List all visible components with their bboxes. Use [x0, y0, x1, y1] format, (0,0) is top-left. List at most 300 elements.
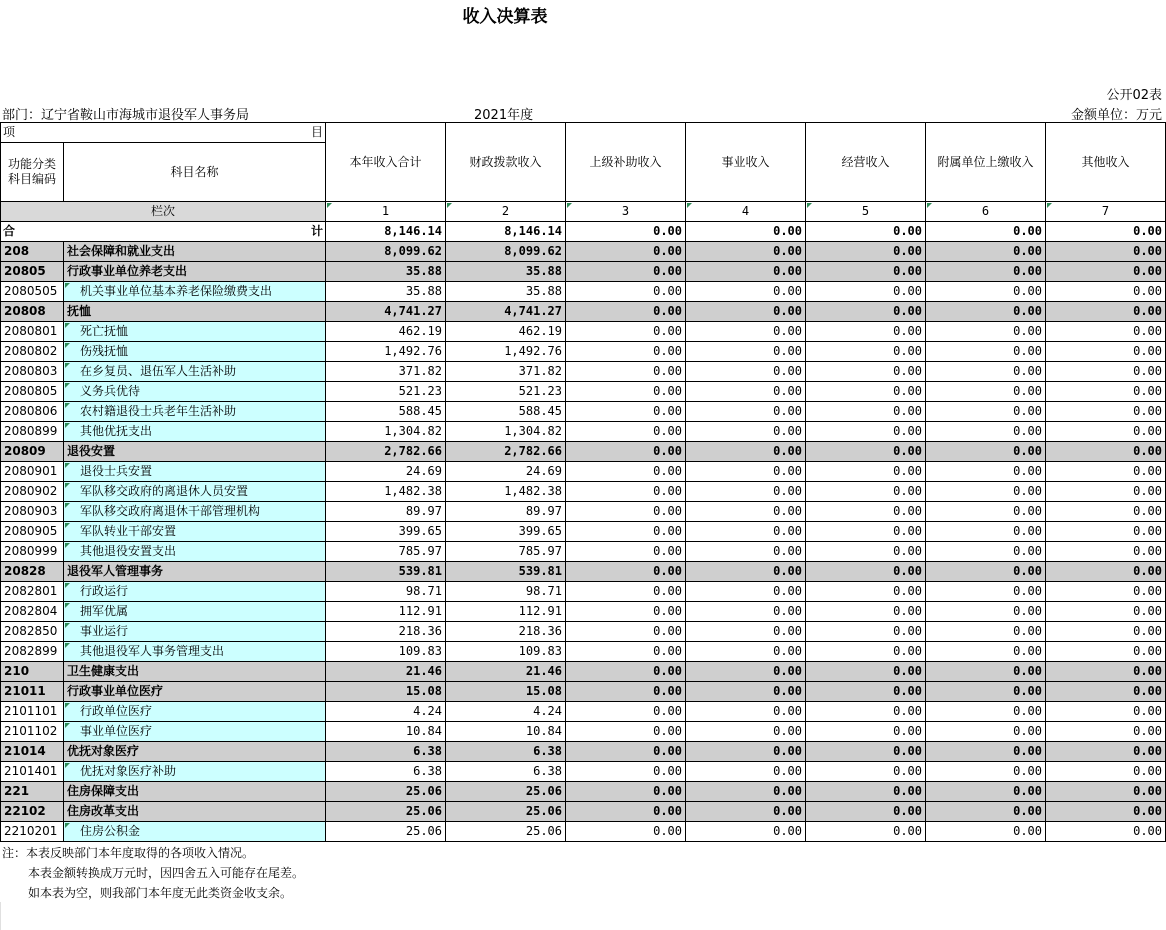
row-name: 行政单位医疗	[64, 702, 326, 722]
row-code: 2101102	[1, 722, 64, 742]
table-row	[1, 802, 1166, 822]
row-value: 0.00	[566, 622, 686, 642]
row-value: 0.00	[806, 622, 926, 642]
row-value: 0.00	[806, 682, 926, 702]
row-value: 0.00	[806, 442, 926, 462]
row-value: 0.00	[926, 762, 1046, 782]
row-code: 2080805	[1, 382, 64, 402]
col-header-3: 上级补助收入	[566, 123, 686, 202]
row-value: 6.38	[326, 742, 446, 762]
table-row	[1, 702, 1166, 722]
row-value: 35.88	[446, 282, 566, 302]
table-row	[1, 542, 1166, 562]
row-code: 221	[1, 782, 64, 802]
row-value: 0.00	[806, 402, 926, 422]
column-number-row	[1, 202, 1166, 222]
row-value: 89.97	[446, 502, 566, 522]
row-value: 399.65	[326, 522, 446, 542]
row-value: 35.88	[446, 262, 566, 282]
row-value: 0.00	[1046, 742, 1166, 762]
note-line: 注：本表反映部门本年度取得的各项收入情况。	[2, 846, 255, 860]
row-value: 0.00	[686, 262, 806, 282]
sheet-gridlines	[0, 902, 1166, 930]
row-value: 0.00	[686, 522, 806, 542]
row-name: 义务兵优待	[64, 382, 326, 402]
header-xiang-mu	[1, 123, 326, 143]
row-code: 2101401	[1, 762, 64, 782]
row-value: 0.00	[926, 562, 1046, 582]
row-value: 89.97	[326, 502, 446, 522]
row-value: 0.00	[566, 602, 686, 622]
row-value: 1,304.82	[446, 422, 566, 442]
row-value: 0.00	[926, 722, 1046, 742]
row-code: 2080803	[1, 362, 64, 382]
table-row	[1, 402, 1166, 422]
row-value: 0.00	[566, 342, 686, 362]
row-value: 0.00	[1046, 322, 1166, 342]
table-row	[1, 322, 1166, 342]
row-value: 588.45	[326, 402, 446, 422]
table-row	[1, 262, 1166, 282]
row-value: 0.00	[926, 522, 1046, 542]
table-row	[1, 602, 1166, 622]
table-row	[1, 822, 1166, 842]
row-value: 0.00	[806, 782, 926, 802]
row-name: 行政事业单位医疗	[64, 682, 326, 702]
row-code: 20809	[1, 442, 64, 462]
row-value: 21.46	[446, 662, 566, 682]
col-number: 1	[326, 202, 446, 222]
row-value: 0.00	[566, 362, 686, 382]
col-number: 4	[686, 202, 806, 222]
row-value: 1,304.82	[326, 422, 446, 442]
table-row	[1, 502, 1166, 522]
row-value: 0.00	[686, 742, 806, 762]
name-label: 科目名称	[64, 143, 326, 202]
row-value: 0.00	[926, 742, 1046, 762]
row-code: 21014	[1, 742, 64, 762]
row-value: 0.00	[926, 502, 1046, 522]
row-value: 21.46	[326, 662, 446, 682]
row-value: 112.91	[446, 602, 566, 622]
table-row	[1, 622, 1166, 642]
row-value: 0.00	[1046, 762, 1166, 782]
row-value: 0.00	[686, 642, 806, 662]
row-code: 20808	[1, 302, 64, 322]
row-value: 0.00	[806, 602, 926, 622]
row-value: 218.36	[326, 622, 446, 642]
table-row	[1, 682, 1166, 702]
row-value: 0.00	[1046, 722, 1166, 742]
row-code: 210	[1, 662, 64, 682]
row-value: 0.00	[926, 802, 1046, 822]
row-value: 0.00	[566, 702, 686, 722]
row-value: 0.00	[566, 582, 686, 602]
row-value: 0.00	[926, 822, 1046, 842]
row-value: 24.69	[326, 462, 446, 482]
total-value: 0.00	[1046, 222, 1166, 242]
row-name: 在乡复员、退伍军人生活补助	[64, 362, 326, 382]
row-value: 2,782.66	[326, 442, 446, 462]
row-name: 卫生健康支出	[64, 662, 326, 682]
table-row	[1, 522, 1166, 542]
row-value: 4.24	[446, 702, 566, 722]
row-value: 539.81	[446, 562, 566, 582]
row-value: 0.00	[806, 342, 926, 362]
row-value: 0.00	[1046, 822, 1166, 842]
row-value: 0.00	[1046, 442, 1166, 462]
row-value: 24.69	[446, 462, 566, 482]
row-value: 0.00	[806, 702, 926, 722]
row-value: 0.00	[686, 582, 806, 602]
row-value: 0.00	[926, 422, 1046, 442]
fiscal-year: 2021年度	[474, 108, 534, 123]
row-value: 0.00	[1046, 602, 1166, 622]
code-label: 功能分类 科目编码	[1, 143, 64, 202]
row-code: 2080801	[1, 322, 64, 342]
row-value: 0.00	[686, 542, 806, 562]
department-label: 部门：辽宁省鞍山市海城市退役军人事务局	[2, 108, 250, 123]
row-name: 住房保障支出	[64, 782, 326, 802]
row-value: 0.00	[926, 622, 1046, 642]
row-value: 0.00	[566, 642, 686, 662]
row-value: 0.00	[926, 702, 1046, 722]
row-code: 2080806	[1, 402, 64, 422]
row-value: 112.91	[326, 602, 446, 622]
row-value: 0.00	[686, 242, 806, 262]
row-value: 0.00	[926, 662, 1046, 682]
row-value: 0.00	[686, 722, 806, 742]
row-value: 0.00	[566, 382, 686, 402]
row-value: 0.00	[806, 582, 926, 602]
row-value: 109.83	[446, 642, 566, 662]
col-header-1: 本年收入合计	[326, 123, 446, 202]
row-value: 0.00	[1046, 562, 1166, 582]
row-code: 2080999	[1, 542, 64, 562]
row-value: 10.84	[446, 722, 566, 742]
row-value: 0.00	[686, 382, 806, 402]
row-value: 0.00	[1046, 262, 1166, 282]
row-value: 0.00	[686, 442, 806, 462]
note-line: 本表金额转换成万元时，因四舍五入可能存在尾差。	[28, 866, 305, 880]
row-value: 1,492.76	[326, 342, 446, 362]
row-value: 0.00	[566, 422, 686, 442]
row-value: 0.00	[926, 442, 1046, 462]
row-name: 死亡抚恤	[64, 322, 326, 342]
row-value: 399.65	[446, 522, 566, 542]
row-value: 98.71	[326, 582, 446, 602]
row-value: 0.00	[806, 362, 926, 382]
row-value: 0.00	[566, 242, 686, 262]
row-value: 462.19	[446, 322, 566, 342]
col-header-6: 附属单位上缴收入	[926, 123, 1046, 202]
row-code: 20805	[1, 262, 64, 282]
row-value: 0.00	[566, 262, 686, 282]
row-value: 0.00	[806, 522, 926, 542]
row-name: 拥军优属	[64, 602, 326, 622]
row-value: 0.00	[806, 422, 926, 442]
row-value: 0.00	[686, 342, 806, 362]
table-row	[1, 482, 1166, 502]
row-value: 25.06	[446, 822, 566, 842]
table-row	[1, 282, 1166, 302]
row-value: 0.00	[686, 502, 806, 522]
row-value: 371.82	[446, 362, 566, 382]
row-value: 0.00	[566, 322, 686, 342]
form-number: 公开02表	[1106, 88, 1162, 103]
row-value: 8,099.62	[326, 242, 446, 262]
table-row	[1, 382, 1166, 402]
row-value: 0.00	[806, 722, 926, 742]
row-value: 785.97	[326, 542, 446, 562]
row-name: 退役军人管理事务	[64, 562, 326, 582]
row-value: 371.82	[326, 362, 446, 382]
row-name: 行政运行	[64, 582, 326, 602]
row-value: 0.00	[1046, 402, 1166, 422]
row-value: 0.00	[686, 802, 806, 822]
row-name: 农村籍退役士兵老年生活补助	[64, 402, 326, 422]
row-value: 0.00	[1046, 522, 1166, 542]
row-value: 25.06	[326, 822, 446, 842]
table-row	[1, 742, 1166, 762]
row-value: 0.00	[806, 382, 926, 402]
col-header-2: 财政拨款收入	[446, 123, 566, 202]
row-name: 退役安置	[64, 442, 326, 462]
row-value: 0.00	[1046, 622, 1166, 642]
row-value: 218.36	[446, 622, 566, 642]
total-ji: 计	[310, 224, 323, 238]
row-name: 机关事业单位基本养老保险缴费支出	[64, 282, 326, 302]
row-value: 0.00	[566, 802, 686, 822]
row-value: 0.00	[1046, 362, 1166, 382]
row-value: 0.00	[686, 462, 806, 482]
total-value: 0.00	[686, 222, 806, 242]
row-value: 0.00	[926, 682, 1046, 702]
row-code: 2101101	[1, 702, 64, 722]
row-name: 抚恤	[64, 302, 326, 322]
row-value: 0.00	[686, 402, 806, 422]
total-value: 8,146.14	[446, 222, 566, 242]
row-value: 0.00	[566, 482, 686, 502]
row-value: 8,099.62	[446, 242, 566, 262]
row-value: 0.00	[806, 562, 926, 582]
row-value: 0.00	[686, 282, 806, 302]
row-value: 0.00	[806, 302, 926, 322]
row-value: 521.23	[326, 382, 446, 402]
row-value: 0.00	[686, 782, 806, 802]
row-value: 0.00	[806, 542, 926, 562]
row-value: 0.00	[926, 362, 1046, 382]
total-he: 合	[3, 224, 16, 238]
table-row	[1, 362, 1166, 382]
row-value: 0.00	[1046, 282, 1166, 302]
table-row	[1, 562, 1166, 582]
row-value: 25.06	[446, 782, 566, 802]
row-value: 0.00	[566, 522, 686, 542]
row-code: 2080903	[1, 502, 64, 522]
row-code: 2082801	[1, 582, 64, 602]
row-value: 0.00	[926, 282, 1046, 302]
row-value: 0.00	[806, 762, 926, 782]
row-value: 35.88	[326, 282, 446, 302]
col-number: 5	[806, 202, 926, 222]
amount-unit: 金额单位：万元	[1070, 108, 1162, 123]
row-code: 20828	[1, 562, 64, 582]
row-value: 1,492.76	[446, 342, 566, 362]
row-value: 25.06	[326, 782, 446, 802]
row-value: 0.00	[1046, 642, 1166, 662]
row-code: 2082899	[1, 642, 64, 662]
row-name: 其他退役安置支出	[64, 542, 326, 562]
row-name: 优抚对象医疗补助	[64, 762, 326, 782]
table-row	[1, 342, 1166, 362]
total-row	[1, 222, 1166, 242]
row-value: 0.00	[566, 662, 686, 682]
row-value: 98.71	[446, 582, 566, 602]
col-header-4: 事业收入	[686, 123, 806, 202]
row-value: 0.00	[806, 822, 926, 842]
row-name: 行政事业单位养老支出	[64, 262, 326, 282]
row-value: 0.00	[926, 482, 1046, 502]
row-value: 0.00	[806, 482, 926, 502]
table-row	[1, 722, 1166, 742]
row-value: 2,782.66	[446, 442, 566, 462]
row-value: 0.00	[806, 322, 926, 342]
table-row	[1, 422, 1166, 442]
row-code: 2080802	[1, 342, 64, 362]
row-value: 0.00	[806, 242, 926, 262]
row-value: 0.00	[806, 802, 926, 822]
col-number: 7	[1046, 202, 1166, 222]
row-name: 事业运行	[64, 622, 326, 642]
row-value: 0.00	[1046, 682, 1166, 702]
row-value: 6.38	[326, 762, 446, 782]
row-value: 0.00	[806, 642, 926, 662]
row-value: 0.00	[566, 282, 686, 302]
row-value: 0.00	[566, 302, 686, 322]
row-code: 2080901	[1, 462, 64, 482]
row-value: 0.00	[806, 262, 926, 282]
row-value: 25.06	[446, 802, 566, 822]
row-value: 0.00	[686, 322, 806, 342]
total-label	[1, 222, 326, 242]
row-value: 0.00	[566, 762, 686, 782]
row-value: 0.00	[566, 402, 686, 422]
row-value: 0.00	[926, 262, 1046, 282]
row-value: 0.00	[686, 622, 806, 642]
row-name: 退役士兵安置	[64, 462, 326, 482]
row-value: 539.81	[326, 562, 446, 582]
row-value: 0.00	[806, 742, 926, 762]
row-value: 0.00	[686, 822, 806, 842]
row-value: 0.00	[686, 762, 806, 782]
row-code: 2080899	[1, 422, 64, 442]
row-value: 0.00	[926, 642, 1046, 662]
total-value: 0.00	[566, 222, 686, 242]
row-name: 其他退役军人事务管理支出	[64, 642, 326, 662]
row-value: 0.00	[926, 582, 1046, 602]
row-value: 785.97	[446, 542, 566, 562]
row-value: 588.45	[446, 402, 566, 422]
col-header-7: 其他收入	[1046, 123, 1166, 202]
table-row	[1, 442, 1166, 462]
row-value: 0.00	[806, 502, 926, 522]
row-name: 优抚对象医疗	[64, 742, 326, 762]
row-value: 0.00	[1046, 482, 1166, 502]
row-name: 住房公积金	[64, 822, 326, 842]
row-value: 0.00	[926, 322, 1046, 342]
row-value: 0.00	[1046, 702, 1166, 722]
row-value: 0.00	[926, 402, 1046, 422]
row-value: 4,741.27	[446, 302, 566, 322]
table-row	[1, 242, 1166, 262]
row-value: 0.00	[686, 682, 806, 702]
row-code: 2082850	[1, 622, 64, 642]
row-value: 0.00	[806, 662, 926, 682]
table-row	[1, 762, 1166, 782]
row-value: 0.00	[566, 462, 686, 482]
row-value: 0.00	[566, 442, 686, 462]
row-value: 0.00	[686, 362, 806, 382]
row-code: 208	[1, 242, 64, 262]
row-value: 0.00	[686, 702, 806, 722]
row-value: 0.00	[1046, 302, 1166, 322]
row-value: 0.00	[1046, 662, 1166, 682]
row-value: 0.00	[1046, 382, 1166, 402]
row-value: 1,482.38	[446, 482, 566, 502]
row-name: 其他优抚支出	[64, 422, 326, 442]
table-row	[1, 782, 1166, 802]
row-code: 2210201	[1, 822, 64, 842]
row-value: 0.00	[806, 282, 926, 302]
row-name: 军队转业干部安置	[64, 522, 326, 542]
row-name: 事业单位医疗	[64, 722, 326, 742]
row-value: 0.00	[1046, 782, 1166, 802]
row-value: 0.00	[926, 782, 1046, 802]
row-value: 0.00	[1046, 542, 1166, 562]
row-value: 0.00	[566, 782, 686, 802]
row-value: 0.00	[686, 562, 806, 582]
row-code: 2082804	[1, 602, 64, 622]
row-name: 军队移交政府的离退休人员安置	[64, 482, 326, 502]
table-row	[1, 462, 1166, 482]
row-code: 2080505	[1, 282, 64, 302]
row-value: 0.00	[926, 542, 1046, 562]
header-row-1	[1, 123, 1166, 143]
row-value: 0.00	[1046, 242, 1166, 262]
row-code: 22102	[1, 802, 64, 822]
row-value: 0.00	[686, 662, 806, 682]
row-value: 0.00	[566, 542, 686, 562]
row-value: 0.00	[686, 422, 806, 442]
row-value: 1,482.38	[326, 482, 446, 502]
row-value: 0.00	[1046, 462, 1166, 482]
row-value: 0.00	[566, 722, 686, 742]
col-header-5: 经营收入	[806, 123, 926, 202]
row-code: 21011	[1, 682, 64, 702]
row-value: 25.06	[326, 802, 446, 822]
row-value: 6.38	[446, 742, 566, 762]
col-number: 3	[566, 202, 686, 222]
row-value: 521.23	[446, 382, 566, 402]
row-value: 0.00	[926, 342, 1046, 362]
table-row	[1, 582, 1166, 602]
page-title: 收入决算表	[462, 7, 548, 27]
table-row	[1, 642, 1166, 662]
col-number: 2	[446, 202, 566, 222]
row-value: 0.00	[686, 302, 806, 322]
row-value: 0.00	[806, 462, 926, 482]
